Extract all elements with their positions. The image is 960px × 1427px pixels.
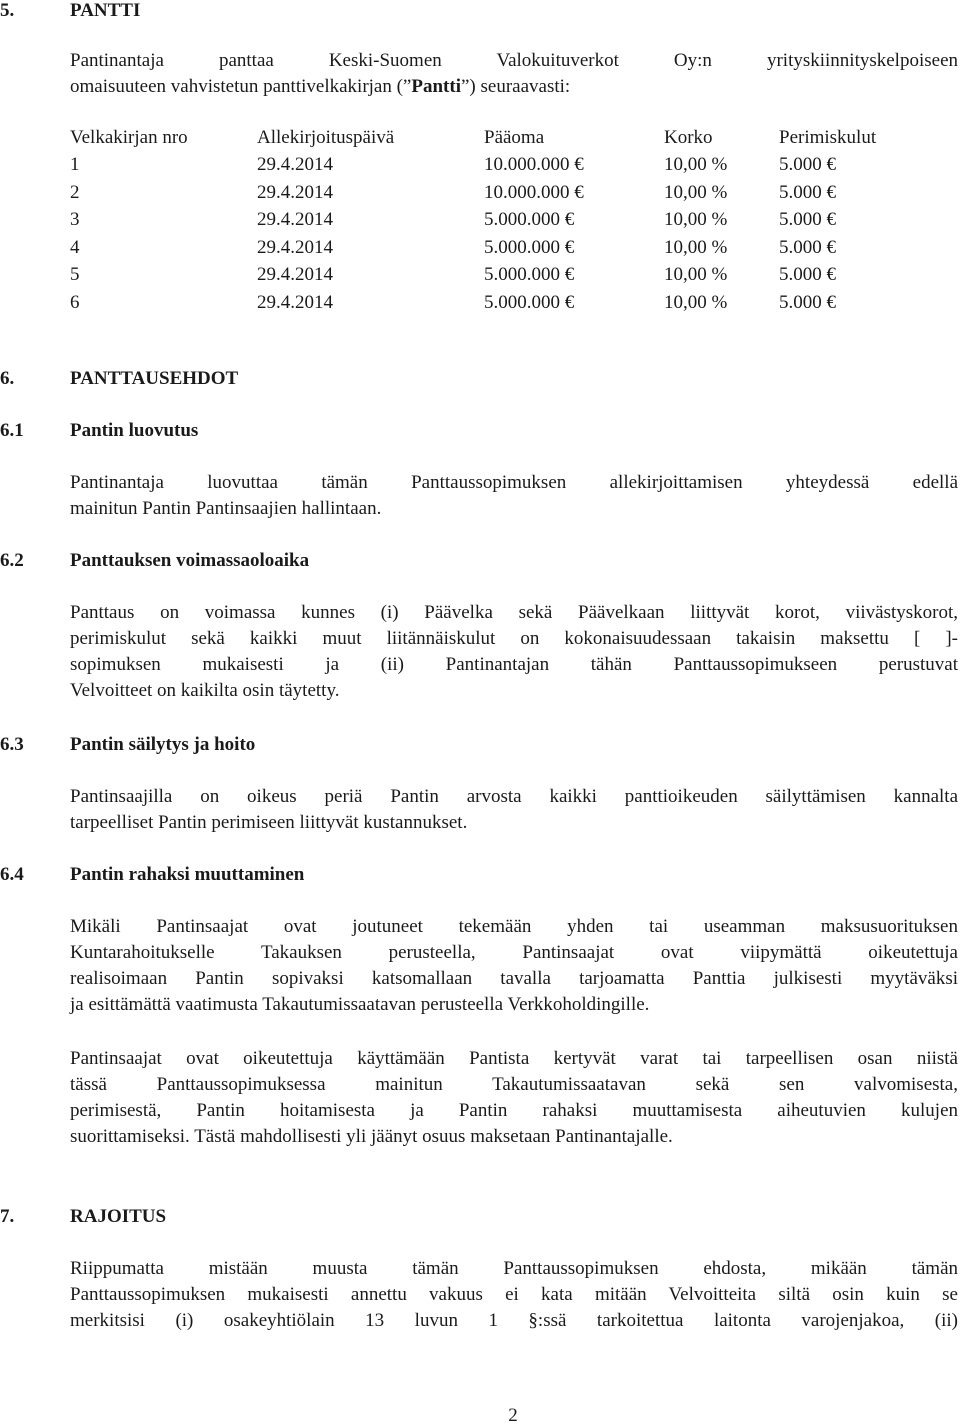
interest-cell: 10,00 %: [664, 182, 728, 203]
section-6-4-paragraph-1: [70, 914, 958, 1018]
note-number-cell: 3: [70, 209, 80, 230]
header-note-number: Velkakirjan nro: [70, 127, 188, 148]
intro-line-2-prefix: omaisuuteen vahvistetun panttivelkakirjan (”: [70, 76, 412, 97]
note-number-cell: 6: [70, 292, 80, 313]
header-interest: Korko: [664, 127, 713, 148]
section-6-3-number: 6.3: [0, 734, 24, 755]
section-6-3-line: Pantinsaajilla on oikeus periä Pantin arvosta kaikki panttioikeuden säilyttämisen kannalta: [70, 786, 958, 807]
header-principal: Pääoma: [484, 127, 545, 148]
section-6-4-paragraph-2: [70, 1046, 958, 1150]
page-number: 2: [508, 1405, 518, 1426]
section-5-title: PANTTI: [70, 0, 141, 21]
section-7-line: Riippumatta mistään muusta tämän Panttaussopimuksen ehdosta, mikään tämän: [70, 1258, 958, 1279]
section-6-4-p2-line: Pantinsaajat ovat oikeutettuja käyttämään Pantista kertyvät varat tai tarpeellisen osan niistä: [70, 1048, 958, 1069]
section-7-body: [70, 1256, 958, 1334]
section-6-3-body: [70, 784, 958, 836]
section-6-1-line: mainitun Pantin Pantinsaajien hallintaan.: [70, 498, 382, 519]
collection-costs-cell: 5.000 €: [779, 237, 836, 258]
collection-costs-cell: 5.000 €: [779, 154, 836, 175]
principal-cell: 5.000.000 €: [484, 237, 575, 258]
section-6-4-number: 6.4: [0, 864, 24, 885]
header-collection-costs: Perimiskulut: [779, 127, 877, 148]
section-6-4-p1-line: ja esittämättä vaatimusta Takautumissaatavan perusteella Verkkoholdingille.: [70, 994, 650, 1015]
interest-cell: 10,00 %: [664, 237, 728, 258]
section-6-2-line: Panttaus on voimassa kunnes (i) Päävelka sekä Päävelkaan liittyvät korot, viivästyskorot,: [70, 602, 958, 623]
principal-cell: 5.000.000 €: [484, 264, 575, 285]
signing-date-cell: 29.4.2014: [257, 237, 333, 258]
pantti-defined-term: Pantti: [411, 76, 461, 97]
signing-date-cell: 29.4.2014: [257, 154, 333, 175]
section-6-4-title: Pantin rahaksi muuttaminen: [70, 864, 305, 885]
note-number-cell: 5: [70, 264, 80, 285]
principal-cell: 10.000.000 €: [484, 154, 584, 175]
principal-cell: 5.000.000 €: [484, 292, 575, 313]
section-6-title: PANTTAUSEHDOT: [70, 368, 239, 389]
note-number-cell: 1: [70, 154, 80, 175]
section-6-2-body: [70, 600, 958, 704]
note-number-cell: 4: [70, 237, 80, 258]
interest-cell: 10,00 %: [664, 292, 728, 313]
section-6-1-title: Pantin luovutus: [70, 420, 199, 441]
section-6-number: 6.: [0, 368, 15, 389]
section-7-line: merkitsisi (i) osakeyhtiölain 13 luvun 1 §:ssä tarkoitettua laitonta varojenjakoa, (ii): [70, 1310, 958, 1331]
section-6-4-p1-line: realisoimaan Pantin sopivaksi katsomallaan tavalla tarjoamatta Panttia julkisesti myytäväksi: [70, 968, 958, 989]
section-6-3-line: tarpeelliset Pantin perimiseen liittyvät kustannukset.: [70, 812, 468, 833]
section-6-2-line: sopimuksen mukaisesti ja (ii) Pantinantajan tähän Panttaussopimukseen perustuvat: [70, 654, 958, 675]
collection-costs-cell: 5.000 €: [779, 292, 836, 313]
section-6-2-line: perimiskulut sekä kaikki muut liitännäiskulut on kokonaisuudessaan takaisin maksettu [ ]-: [70, 628, 958, 649]
section-6-4-p2-line: suorittamiseksi. Tästä mahdollisesti yli jäänyt osuus maksetaan Pantinantajalle.: [70, 1126, 673, 1147]
collection-costs-cell: 5.000 €: [779, 182, 836, 203]
section-7-number: 7.: [0, 1206, 15, 1227]
interest-cell: 10,00 %: [664, 209, 728, 230]
section-6-1-body: [70, 470, 958, 522]
signing-date-cell: 29.4.2014: [257, 209, 333, 230]
section-5-intro: [70, 48, 958, 100]
section-6-1-number: 6.1: [0, 420, 24, 441]
section-6-2-title: Panttauksen voimassaoloaika: [70, 550, 310, 571]
signing-date-cell: 29.4.2014: [257, 292, 333, 313]
section-6-1-line: Pantinantaja luovuttaa tämän Panttaussopimuksen allekirjoittamisen yhteydessä edellä: [70, 472, 958, 493]
section-6-4-p2-line: tässä Panttaussopimuksessa mainitun Takautumissaatavan sekä sen valvomisesta,: [70, 1074, 958, 1095]
note-number-cell: 2: [70, 182, 80, 203]
collection-costs-cell: 5.000 €: [779, 209, 836, 230]
section-7-line: Panttaussopimuksen mukaisesti annettu vakuus ei kata mitään Velvoitteita siltä osin kuin se: [70, 1284, 958, 1305]
interest-cell: 10,00 %: [664, 264, 728, 285]
section-5-intro-line-2: [70, 74, 958, 100]
section-6-4-p1-line: Kuntarahoitukselle Takauksen perusteella, Pantinsaajat ovat viipymättä oikeutettuja: [70, 942, 958, 963]
principal-cell: 10.000.000 €: [484, 182, 584, 203]
section-6-3-title: Pantin säilytys ja hoito: [70, 734, 256, 755]
section-6-4-p1-line: Mikäli Pantinsaajat ovat joutuneet tekemään yhden tai useamman maksusuorituksen: [70, 916, 958, 937]
section-6-2-number: 6.2: [0, 550, 24, 571]
header-signing-date: Allekirjoituspäivä: [257, 127, 395, 148]
section-5-number: 5.: [0, 0, 15, 21]
signing-date-cell: 29.4.2014: [257, 182, 333, 203]
section-6-4-p2-line: perimisestä, Pantin hoitamisesta ja Pantin rahaksi muuttamisesta aiheutuvien kulujen: [70, 1100, 958, 1121]
principal-cell: 5.000.000 €: [484, 209, 575, 230]
intro-line-2-suffix: ”) seuraavasti:: [460, 76, 571, 97]
signing-date-cell: 29.4.2014: [257, 264, 333, 285]
section-5-intro-line-1: Pantinantaja panttaa Keski-Suomen Valokuituverkot Oy:n yrityskiinnityskelpoiseen: [70, 50, 958, 71]
section-6-2-line: Velvoitteet on kaikilta osin täytetty.: [70, 680, 340, 701]
collection-costs-cell: 5.000 €: [779, 264, 836, 285]
section-7-title: RAJOITUS: [70, 1206, 167, 1227]
interest-cell: 10,00 %: [664, 154, 728, 175]
